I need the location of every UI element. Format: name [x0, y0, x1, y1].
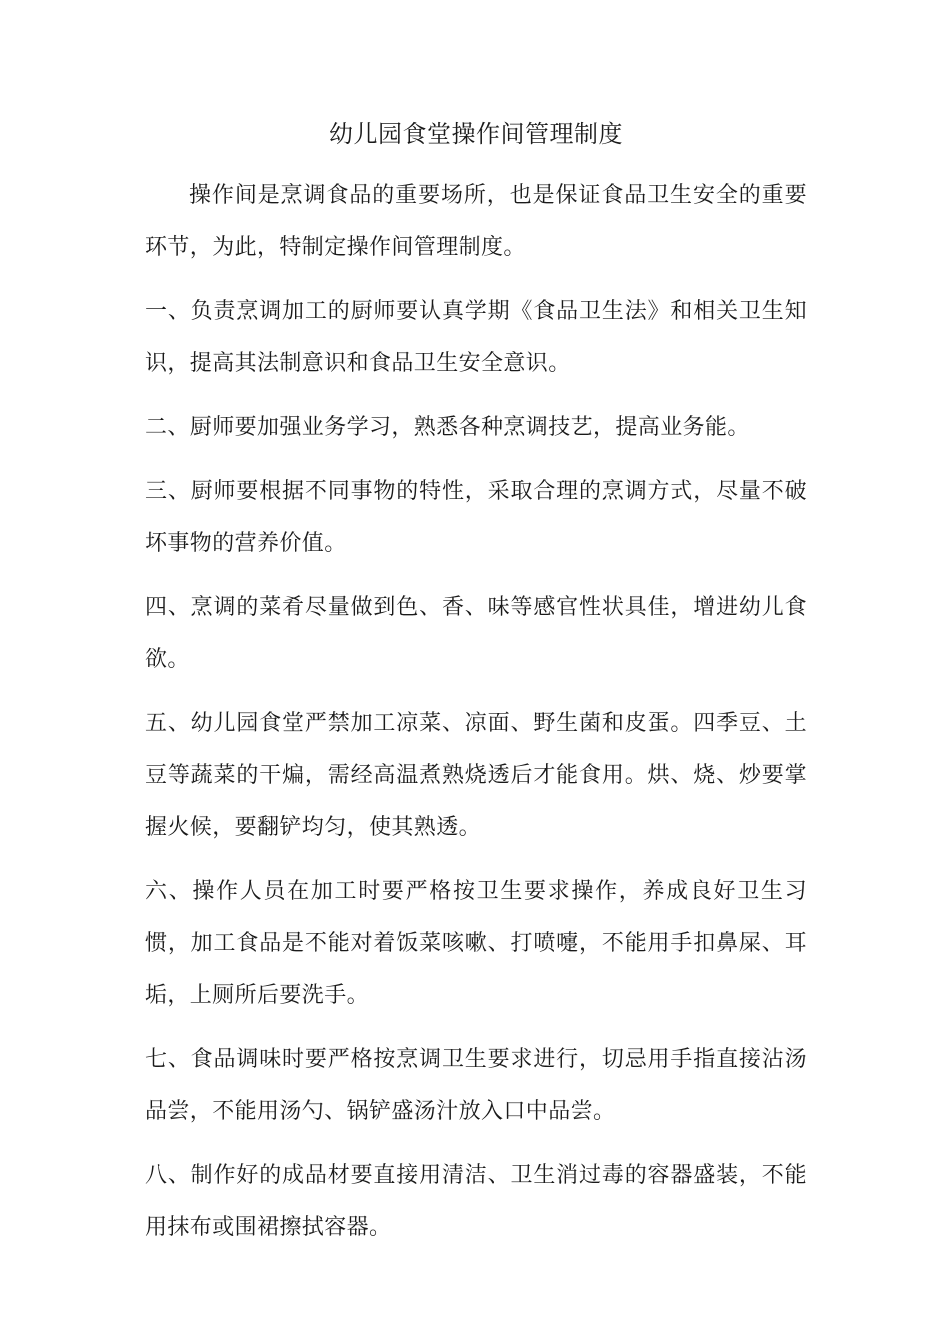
rule-paragraph-3: 三、厨师要根据不同事物的特性，采取合理的烹调方式，尽量不破坏事物的营养价值。 [145, 479, 807, 556]
intro-paragraph: 操作间是烹调食品的重要场所，也是保证食品卫生安全的重要环节，为此，特制定操作间管理制度。 [145, 183, 807, 260]
document-page [145, 110, 807, 1266]
page-title: 幼儿园食堂操作间管理制度 [329, 120, 623, 148]
rule-paragraph-1: 一、负责烹调加工的厨师要认真学期《食品卫生法》和相关卫生知识，提高其法制意识和食品卫生安全意识。 [145, 299, 807, 376]
rule-paragraph-6: 六、操作人员在加工时要严格按卫生要求操作，养成良好卫生习惯，加工食品是不能对着饭菜咳嗽、打喷嚏，不能用手扣鼻屎、耳垢，上厕所后要洗手。 [145, 879, 807, 1008]
rule-paragraph-7: 七、食品调味时要严格按烹调卫生要求进行，切忌用手指直接沾汤品尝，不能用汤勺、锅铲盛汤汁放入口中品尝。 [145, 1047, 807, 1124]
rule-paragraph-2: 二、厨师要加强业务学习，熟悉各种烹调技艺，提高业务能。 [145, 415, 750, 440]
rule-paragraph-8: 八、制作好的成品材要直接用清洁、卫生消过毒的容器盛装，不能用抹布或围裙擦拭容器。 [145, 1163, 807, 1240]
rule-paragraph-4: 四、烹调的菜肴尽量做到色、香、味等感官性状具佳，增进幼儿食欲。 [145, 595, 807, 672]
rule-paragraph-5: 五、幼儿园食堂严禁加工凉菜、凉面、野生菌和皮蛋。四季豆、土豆等蔬菜的干煸，需经高温煮熟烧透后才能食用。烘、烧、炒要掌握火候，要翻铲均匀，使其熟透。 [145, 711, 807, 840]
